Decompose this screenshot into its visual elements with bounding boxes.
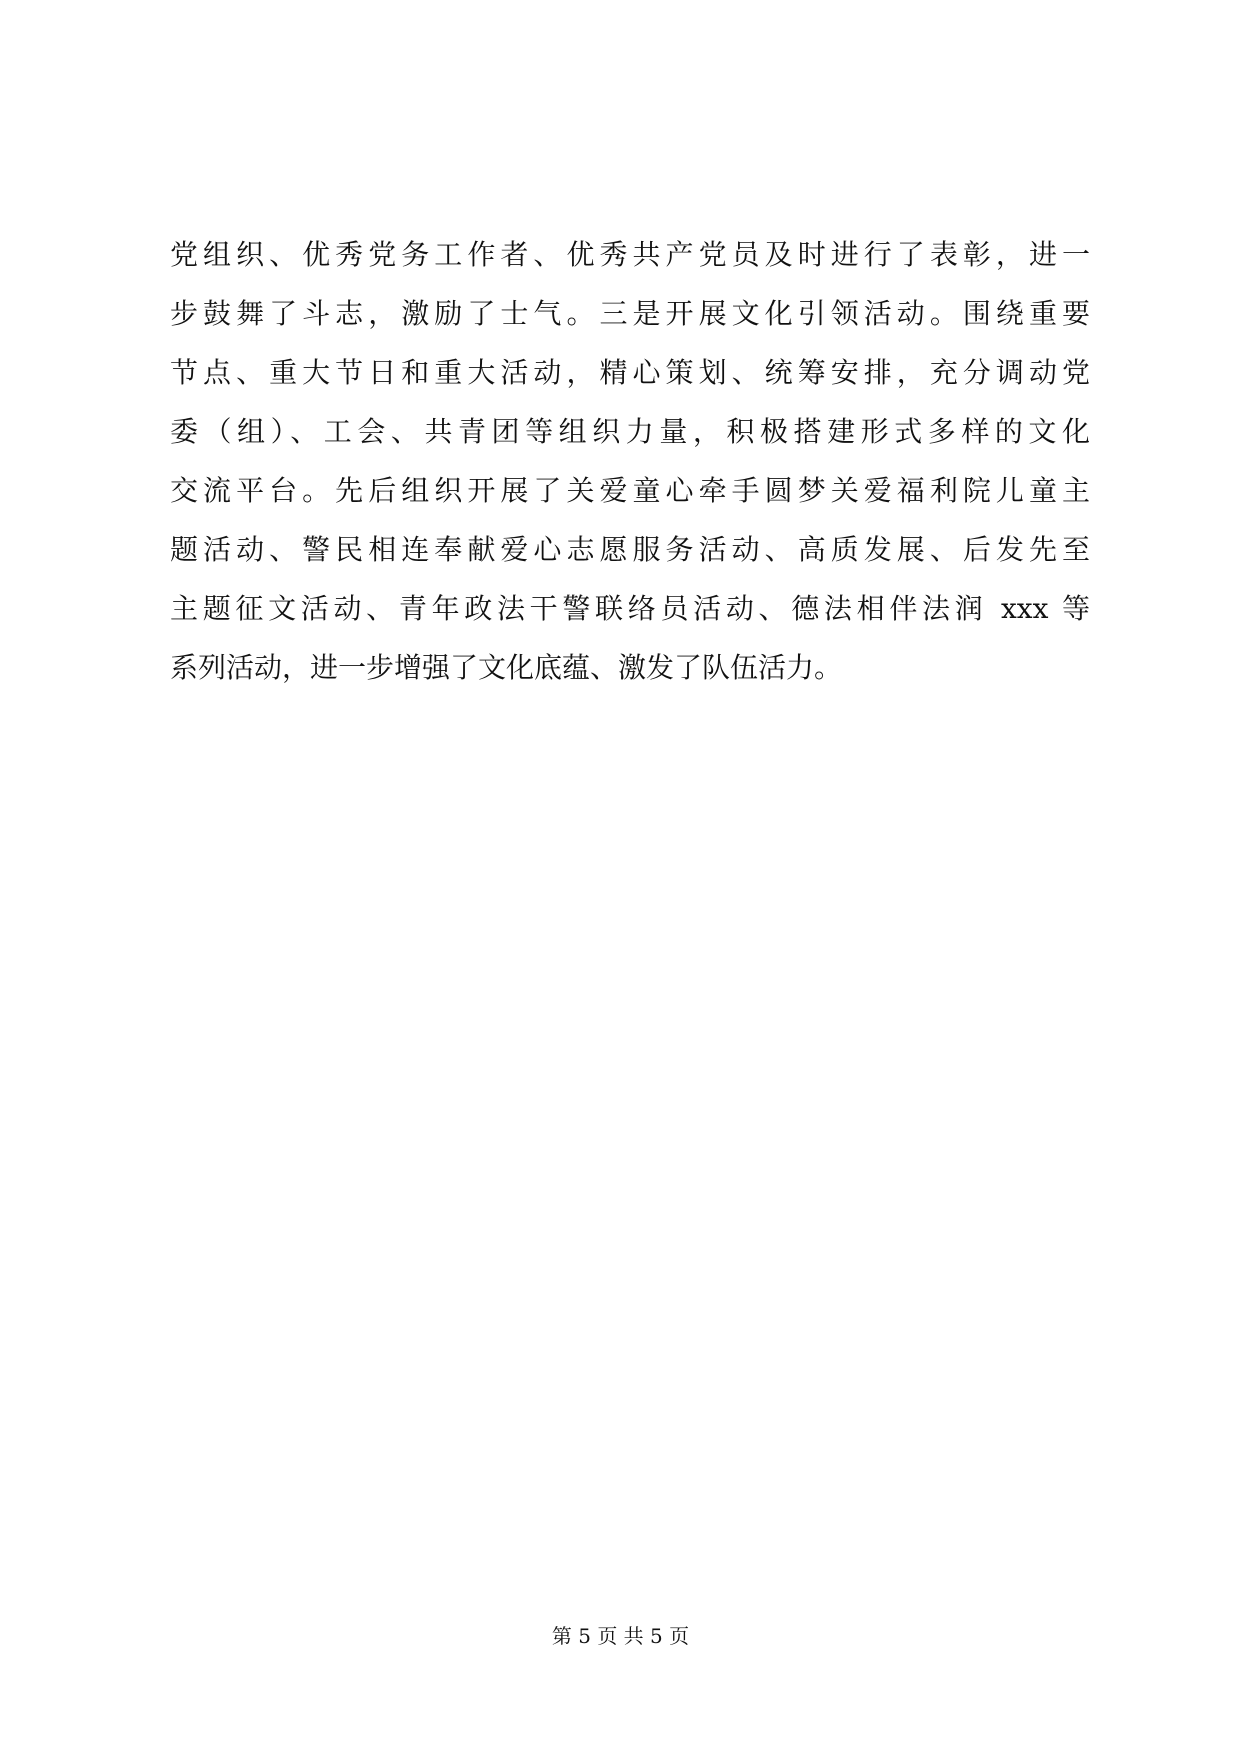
text-line-4: 委（组）、工会、共青团等组织力量，积极搭建形式多样的文化 bbox=[170, 415, 1090, 448]
text-line-7: 主题征文活动、青年政法干警联络员活动、德法相伴法润 xxx 等 bbox=[170, 592, 1090, 625]
text-line-3: 节点、重大节日和重大活动，精心策划、统筹安排，充分调动党 bbox=[170, 356, 1090, 389]
text-line-5: 交流平台。先后组织开展了关爱童心牵手圆梦关爱福利院儿童主 bbox=[170, 474, 1090, 507]
text-line-6: 题活动、警民相连奉献爱心志愿服务活动、高质发展、后发先至 bbox=[170, 533, 1090, 566]
page-number-footer: 第 5 页 共 5 页 bbox=[551, 1624, 690, 1648]
text-line-8: 系列活动，进一步增强了文化底蕴、激发了队伍活力。 bbox=[170, 651, 843, 684]
body-paragraph bbox=[170, 225, 1090, 697]
text-line-1: 党组织、优秀党务工作者、优秀共产党员及时进行了表彰，进一 bbox=[170, 238, 1090, 271]
text-line-2: 步鼓舞了斗志，激励了士气。三是开展文化引领活动。围绕重要 bbox=[170, 297, 1090, 330]
